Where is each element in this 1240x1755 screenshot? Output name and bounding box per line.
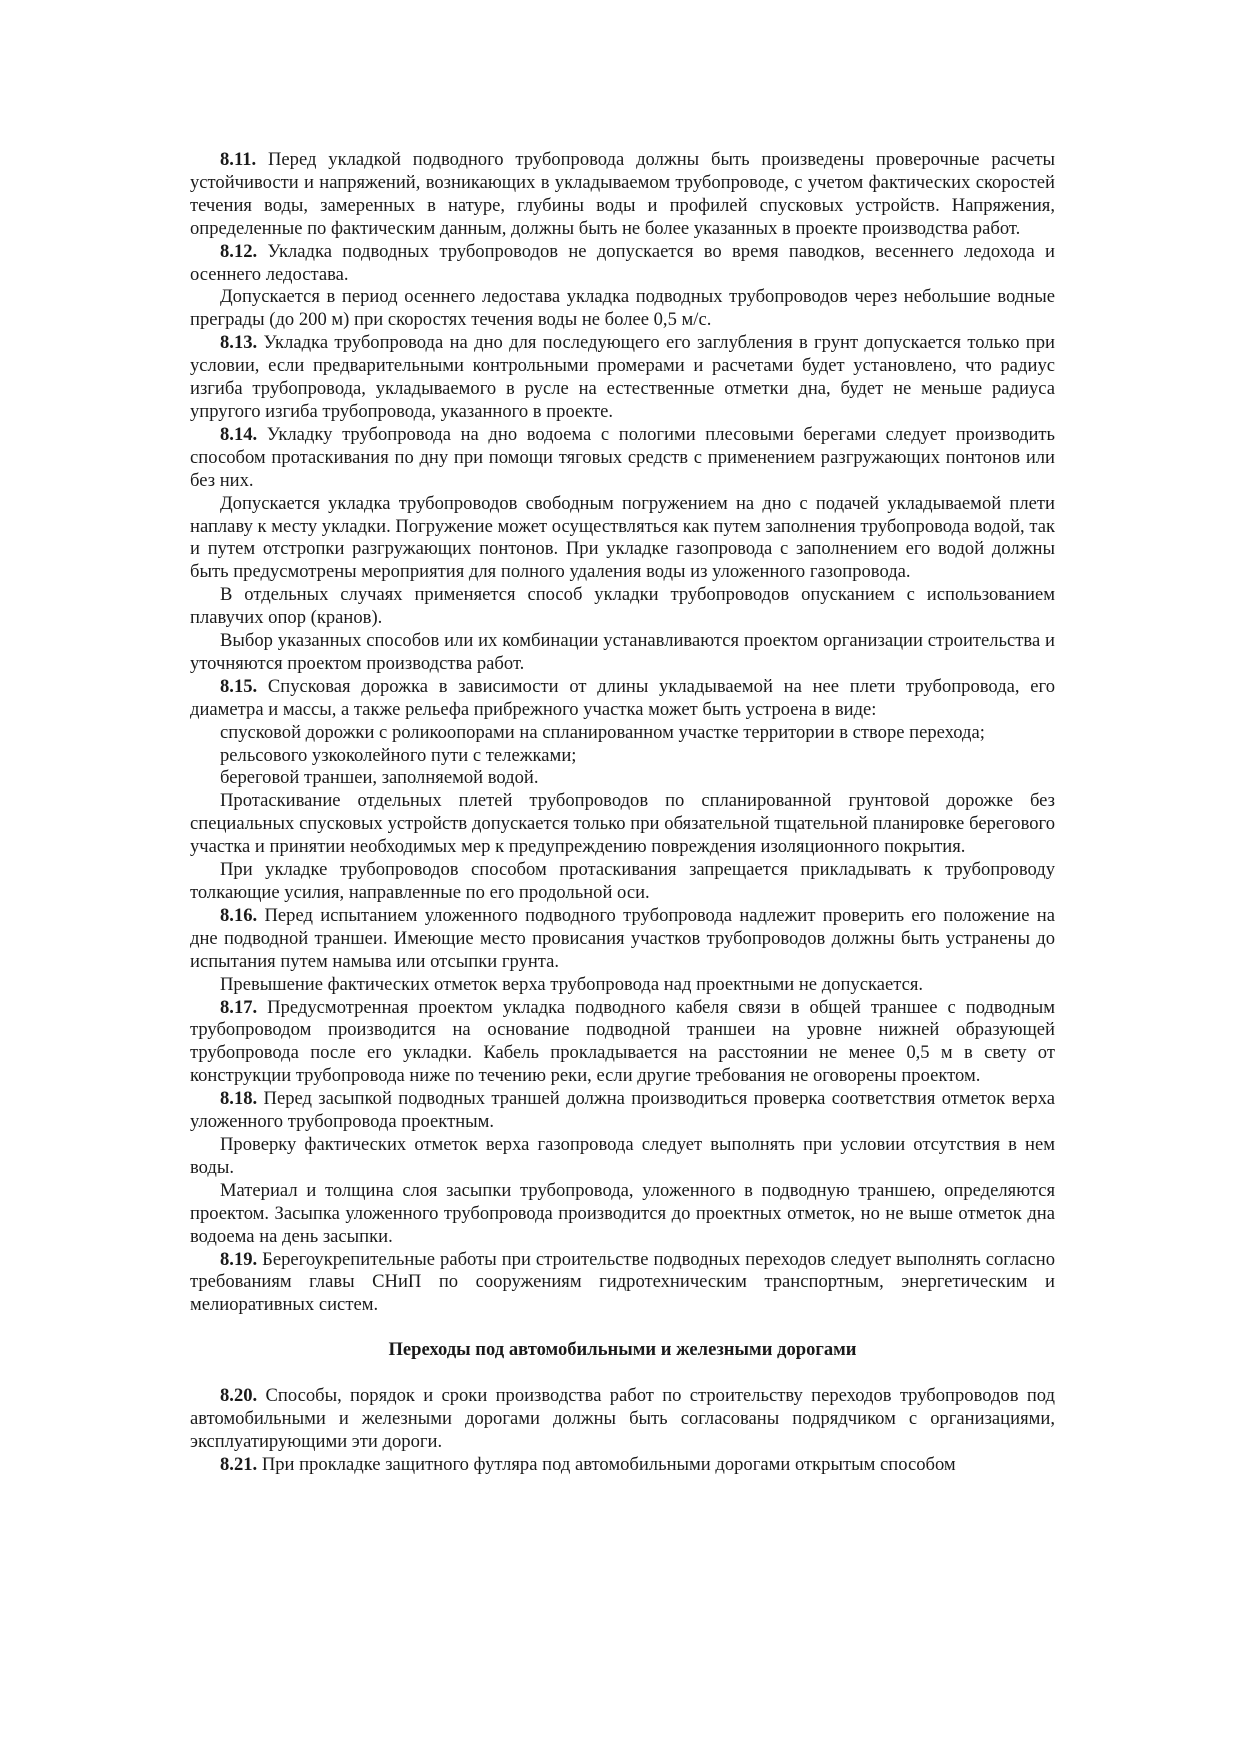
paragraph-text: Укладка подводных трубопроводов не допускается во время паводков, весеннего ледохода и осеннего ледостава. <box>190 240 1055 285</box>
paragraph-text: Укладка трубопровода на дно для последующего его заглубления в грунт допускается только при условии, если предварительными контрольными промерами и расчетами будет установлено, что радиус изгиба трубопровода, укладываемого в русле на естественные отметки дна, будет не меньше радиуса упругого изгиба трубопровода, указанного в проекте. <box>190 332 1055 422</box>
paragraph-text: Предусмотренная проектом укладка подводного кабеля связи в общей траншее с подводным трубопроводом производится на основание подводной траншеи на уровне нижней образующей трубопровода после его укладки. Кабель прокладывается на расстоянии не менее 0,5 м в свету от конструкции трубопровода ниже по течению реки, если другие требования не оговорены проектом. <box>190 996 1055 1087</box>
paragraph-text: Материал и толщина слоя засыпки трубопровода, уложенного в подводную траншею, определяются проектом. Засыпка уложенного трубопровода производится до проектных отметок, но не выше отметок дна водоема на день засыпки. <box>190 1179 1055 1247</box>
section-heading: Переходы под автомобильными и железными дорогами <box>388 1339 857 1361</box>
clause-number: 8.11. <box>220 149 257 170</box>
clause-number: 8.18. <box>220 1088 258 1110</box>
clause-number: 8.15. <box>220 675 258 697</box>
paragraph <box>190 1088 1055 1134</box>
paragraph <box>190 286 1055 332</box>
paragraph <box>190 676 1055 722</box>
paragraph-text: Проверку фактических отметок верха газопровода следует выполнять при условии отсутствия в нем воды. <box>190 1133 1055 1178</box>
paragraph <box>190 1180 1055 1249</box>
paragraph <box>190 1385 1055 1454</box>
clause-number: 8.16. <box>220 904 258 926</box>
paragraph <box>190 332 1055 424</box>
paragraph-text: Допускается в период осеннего ледостава укладка подводных трубопроводов через небольшие водные преграды (до 200 м) при скоростях течения воды не более 0,5 м/с. <box>190 286 1055 331</box>
paragraph <box>190 1454 1055 1477</box>
clause-number: 8.13. <box>220 332 258 354</box>
paragraph <box>190 424 1055 493</box>
paragraph-text: рельсового узкоколейного пути с тележками; <box>220 744 577 766</box>
paragraph <box>190 149 1055 241</box>
paragraph <box>190 745 1055 768</box>
clause-number: 8.21. <box>220 1453 258 1475</box>
paragraph <box>190 905 1055 974</box>
paragraph-text: Способы, порядок и сроки производства работ по строительству переходов трубопроводов под автомобильными и железными дорогами должны быть согласованы подрядчиком с организациями, эксплуатирующими эти дороги. <box>190 1385 1055 1452</box>
paragraph-text: Протаскивание отдельных плетей трубопроводов по спланированной грунтовой дорожке без специальных спусковых устройств допускается только при обязательной тщательной планировке берегового участка и принятии необходимых мер к предупреждению повреждения изоляционного покрытия. <box>190 790 1055 858</box>
paragraph <box>190 1134 1055 1180</box>
paragraph-text: Перед засыпкой подводных траншей должна производиться проверка соответствия отметок верха уложенного трубопровода проектным. <box>190 1088 1055 1133</box>
paragraph-text: Спусковая дорожка в зависимости от длины укладываемой на нее плети трубопровода, его диаметра и массы, а также рельефа прибрежного участка может быть устроена в виде: <box>190 675 1055 720</box>
paragraph <box>190 790 1055 859</box>
paragraph <box>190 859 1055 905</box>
clause-number: 8.17. <box>220 996 258 1018</box>
paragraph <box>190 1249 1055 1318</box>
clause-number: 8.20. <box>220 1385 258 1407</box>
clause-number: 8.14. <box>220 423 258 445</box>
paragraph <box>190 974 1055 997</box>
paragraph-text: В отдельных случаях применяется способ укладки трубопроводов опусканием с использованием плавучих опор (кранов). <box>190 584 1055 629</box>
paragraph <box>190 722 1055 745</box>
paragraph-text: Укладку трубопровода на дно водоема с пологими плесовыми берегами следует производить способом протаскивания по дну при помощи тяговых средств с применением разгружающих понтонов или без них. <box>190 423 1055 491</box>
paragraphs-after <box>190 1385 1055 1477</box>
paragraph-text: спусковой дорожки с роликоопорами на спланированном участке территории в створе перехода; <box>220 721 985 743</box>
paragraph-text: Перед укладкой подводного трубопровода должны быть произведены проверочные расчеты устойчивости и напряжений, возникающих в укладываемом трубопроводе, с учетом фактических скоростей течения воды, замеренных в натуре, глубины воды и профилей спусковых устройств. Напряжения, определенные по фактическим данным, должны быть не более указанных в проекте производства работ. <box>190 149 1055 239</box>
paragraph <box>190 241 1055 287</box>
paragraph <box>190 584 1055 630</box>
paragraph <box>190 493 1055 585</box>
paragraph-text: Перед испытанием уложенного подводного трубопровода надлежит проверить его положение на дне подводной траншеи. Имеющие место провисания участков трубопроводов должны быть устранены до испытания путем намыва или отсыпки грунта. <box>190 904 1055 972</box>
paragraph-text: Выбор указанных способов или их комбинации устанавливаются проектом организации строительства и уточняются проектом производства работ. <box>190 630 1055 674</box>
clause-number: 8.12. <box>220 240 258 262</box>
paragraph-text: При укладке трубопроводов способом протаскивания запрещается прикладывать к трубопроводу толкающие усилия, направленные по его продольной оси. <box>190 859 1055 903</box>
paragraph-text: При прокладке защитного футляра под автомобильными дорогами открытым способом <box>257 1453 956 1475</box>
clause-number: 8.19. <box>220 1248 258 1270</box>
paragraphs-before <box>190 149 1055 1317</box>
paragraph <box>190 767 1055 790</box>
paragraph-text: береговой траншеи, заполняемой водой. <box>220 767 539 789</box>
paragraph-text: Допускается укладка трубопроводов свободным погружением на дно с подачей укладываемой плети наплаву к месту укладки. Погружение может осуществляться как путем заполнения трубопровода водой, так и путем отстропки разгружающих понтонов. При укладке газопровода с заполнением его водой должны быть предусмотрены мероприятия для полного удаления воды из уложенного газопровода. <box>190 492 1055 583</box>
paragraph-text: Превышение фактических отметок верха трубопровода над проектными не допускается. <box>220 973 924 995</box>
paragraph-text: Берегоукрепительные работы при строительстве подводных переходов следует выполнять согласно требованиям главы СНиП по сооружениям гидротехническим транспортным, энергетическим и мелиоративных систем. <box>190 1248 1055 1316</box>
paragraph <box>190 997 1055 1089</box>
paragraph <box>190 630 1055 676</box>
